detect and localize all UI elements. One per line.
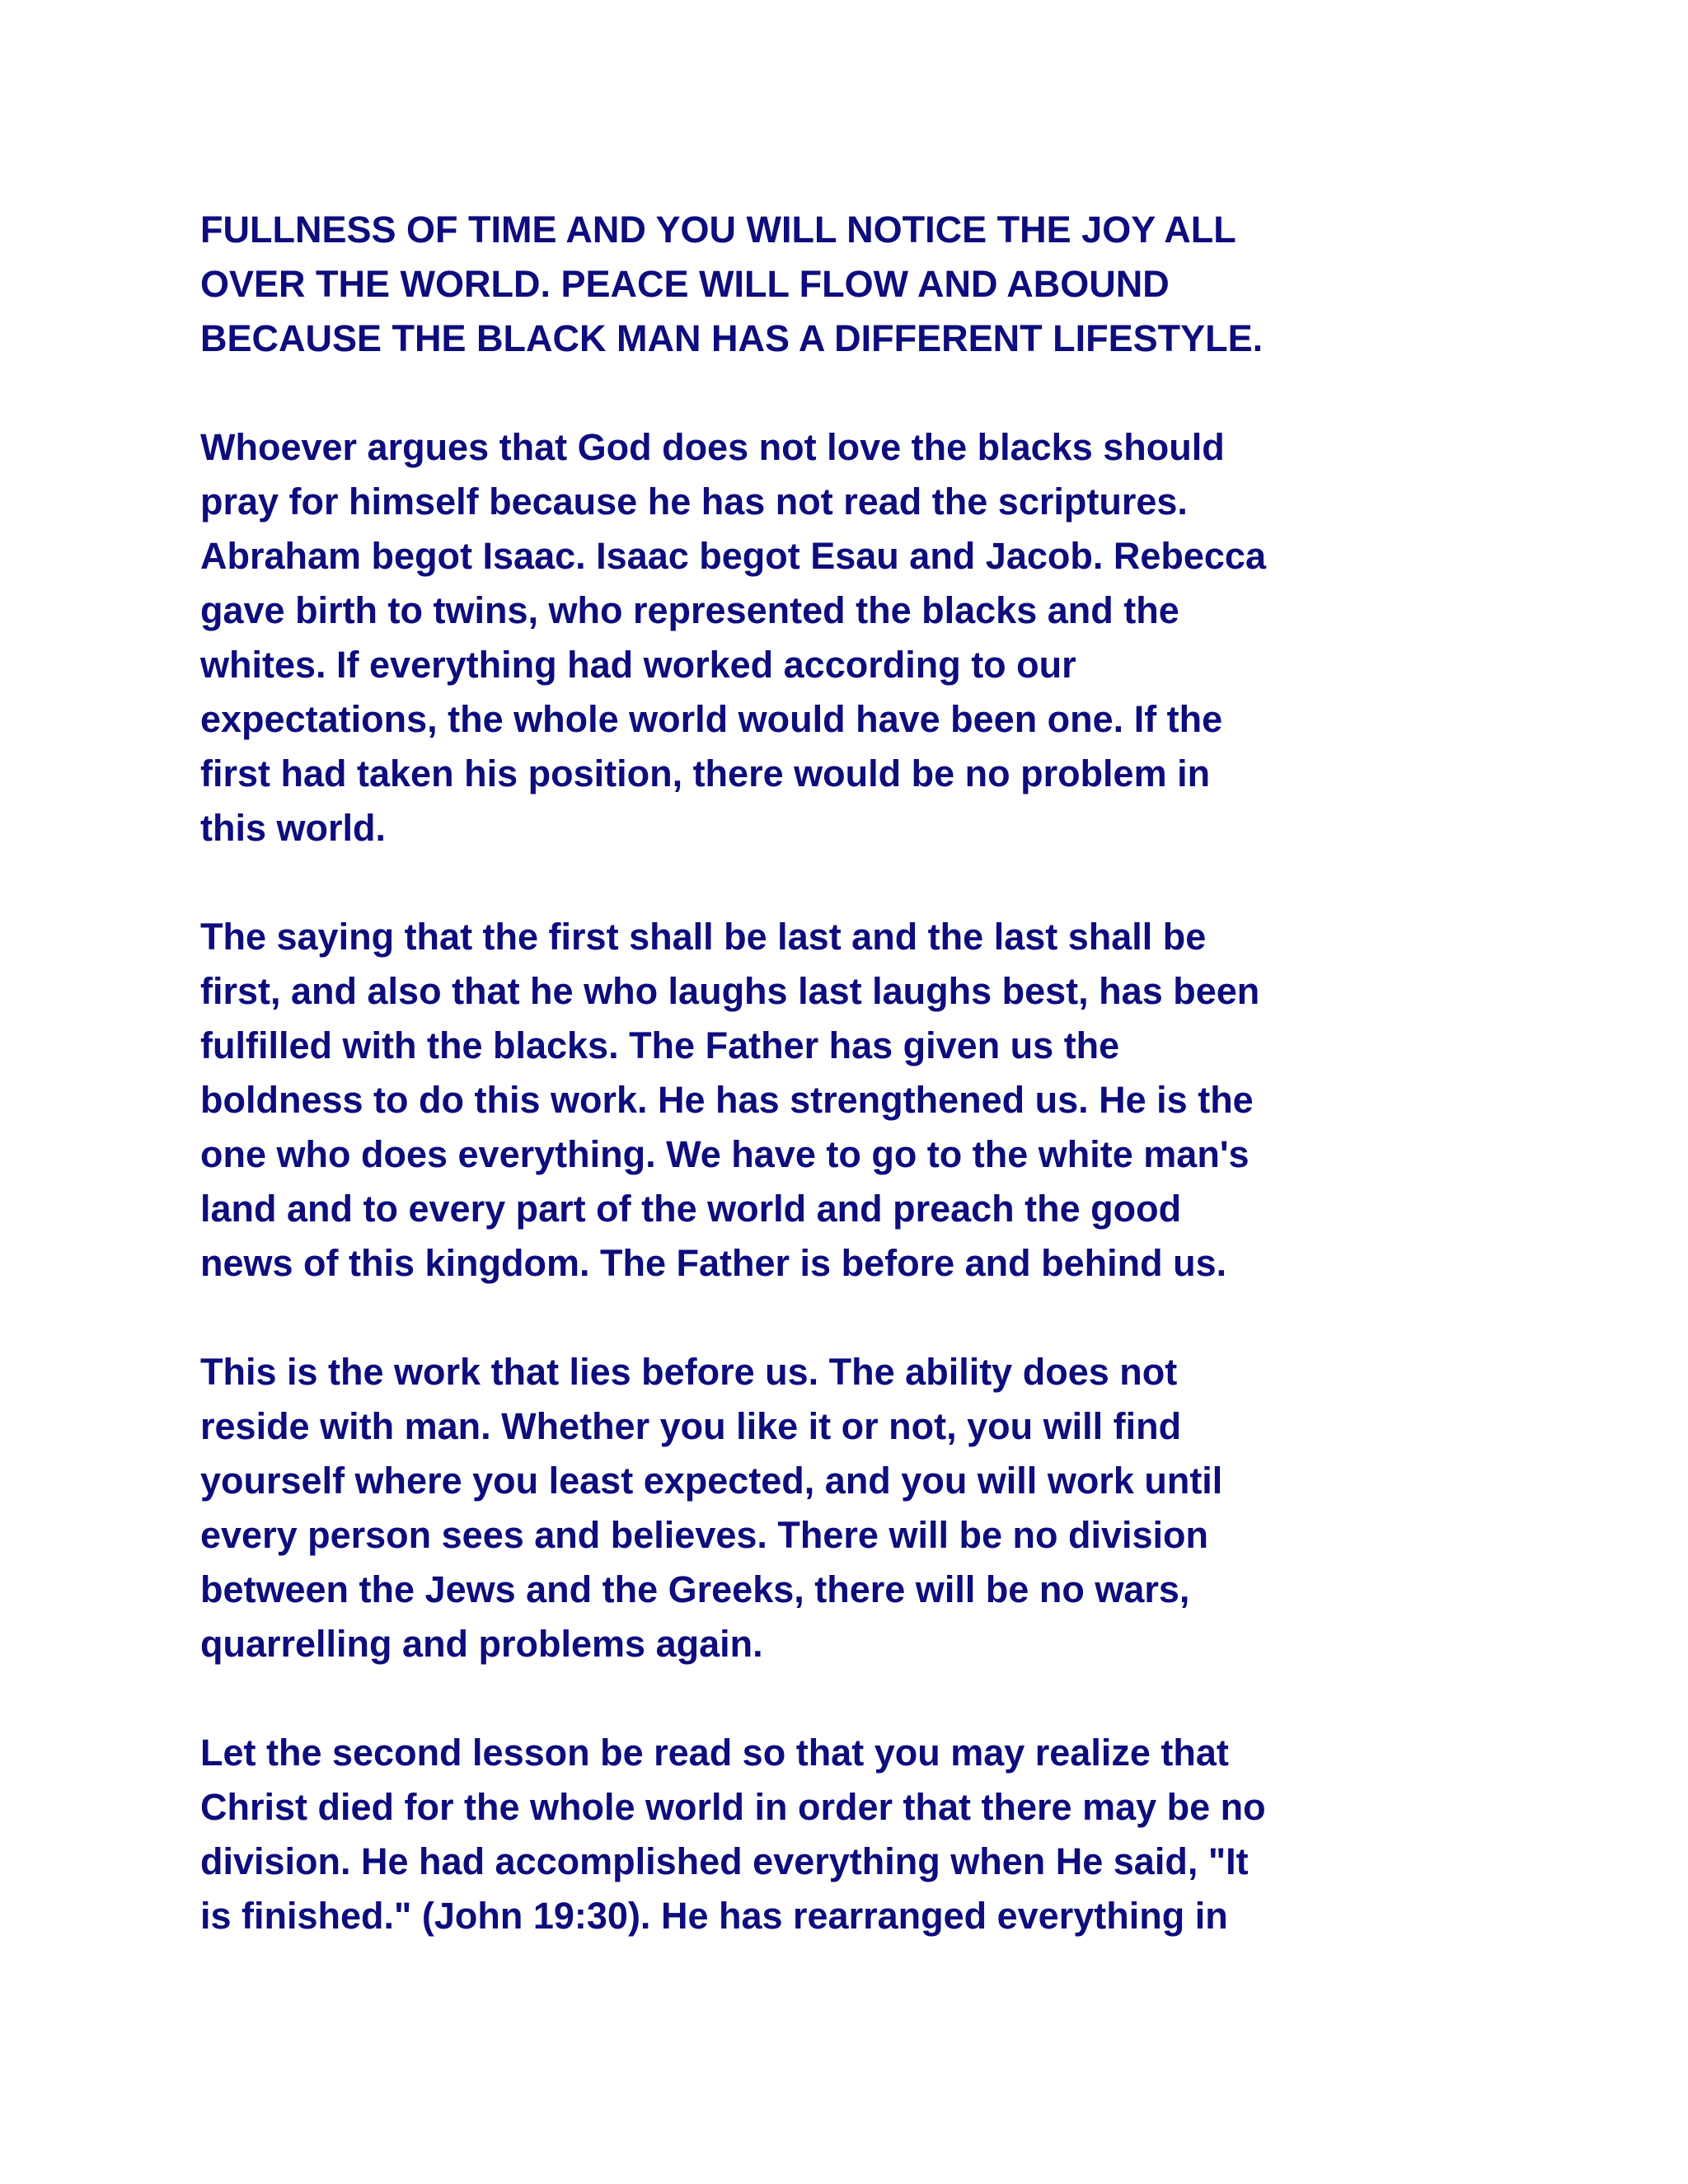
text-line: quarrelling and problems again. bbox=[200, 1623, 763, 1665]
text-line: expectations, the whole world would have been one. If the bbox=[200, 698, 1223, 740]
text-line: fulfilled with the blacks. The Father has given us the bbox=[200, 1024, 1120, 1066]
text-line: one who does everything. We have to go to the white man's bbox=[200, 1133, 1250, 1175]
paragraph-3 bbox=[200, 910, 1503, 1291]
paragraph-1 bbox=[200, 203, 1503, 366]
text-line: Let the second lesson be read so that you may realize that bbox=[200, 1732, 1229, 1774]
text-line: every person sees and believes. There will be no division bbox=[200, 1514, 1208, 1556]
text-line: Christ died for the whole world in order that there may be no bbox=[200, 1786, 1266, 1828]
paragraph-4 bbox=[200, 1345, 1503, 1671]
text-line: land and to every part of the world and preach the good bbox=[200, 1188, 1182, 1230]
text-line: boldness to do this work. He has strengthened us. He is the bbox=[200, 1079, 1254, 1121]
text-line: Abraham begot Isaac. Isaac begot Esau and Jacob. Rebecca bbox=[200, 535, 1266, 577]
text-line: between the Jews and the Greeks, there will be no wars, bbox=[200, 1568, 1190, 1610]
text-line: This is the work that lies before us. The ability does not bbox=[200, 1351, 1178, 1393]
text-line: pray for himself because he has not read the scriptures. bbox=[200, 480, 1188, 523]
text-line: The saying that the first shall be last and the last shall be bbox=[200, 916, 1207, 958]
paragraph-2 bbox=[200, 420, 1503, 855]
text-line: news of this kingdom. The Father is before and behind us. bbox=[200, 1242, 1227, 1284]
text-line: this world. bbox=[200, 807, 386, 849]
text-line: reside with man. Whether you like it or not, you will find bbox=[200, 1405, 1182, 1447]
text-line: BECAUSE THE BLACK MAN HAS A DIFFERENT LIFESTYLE. bbox=[200, 317, 1264, 359]
text-line: OVER THE WORLD. PEACE WILL FLOW AND ABOUND bbox=[200, 263, 1170, 305]
text-line: first had taken his position, there would be no problem in bbox=[200, 752, 1211, 794]
text-line: gave birth to twins, who represented the blacks and the bbox=[200, 589, 1179, 631]
text-line: FULLNESS OF TIME AND YOU WILL NOTICE THE JOY ALL bbox=[200, 209, 1236, 251]
paragraph-5 bbox=[200, 1726, 1503, 1943]
text-line: first, and also that he who laughs last laughs best, has been bbox=[200, 970, 1260, 1012]
document-body bbox=[200, 203, 1503, 1998]
text-line: whites. If everything had worked according to our bbox=[200, 644, 1076, 686]
text-line: division. He had accomplished everything when He said, "It bbox=[200, 1840, 1249, 1882]
text-line: yourself where you least expected, and you will work until bbox=[200, 1460, 1223, 1502]
text-line: Whoever argues that God does not love the blacks should bbox=[200, 426, 1225, 468]
text-line: is finished." (John 19:30). He has rearranged everything in bbox=[200, 1895, 1228, 1937]
